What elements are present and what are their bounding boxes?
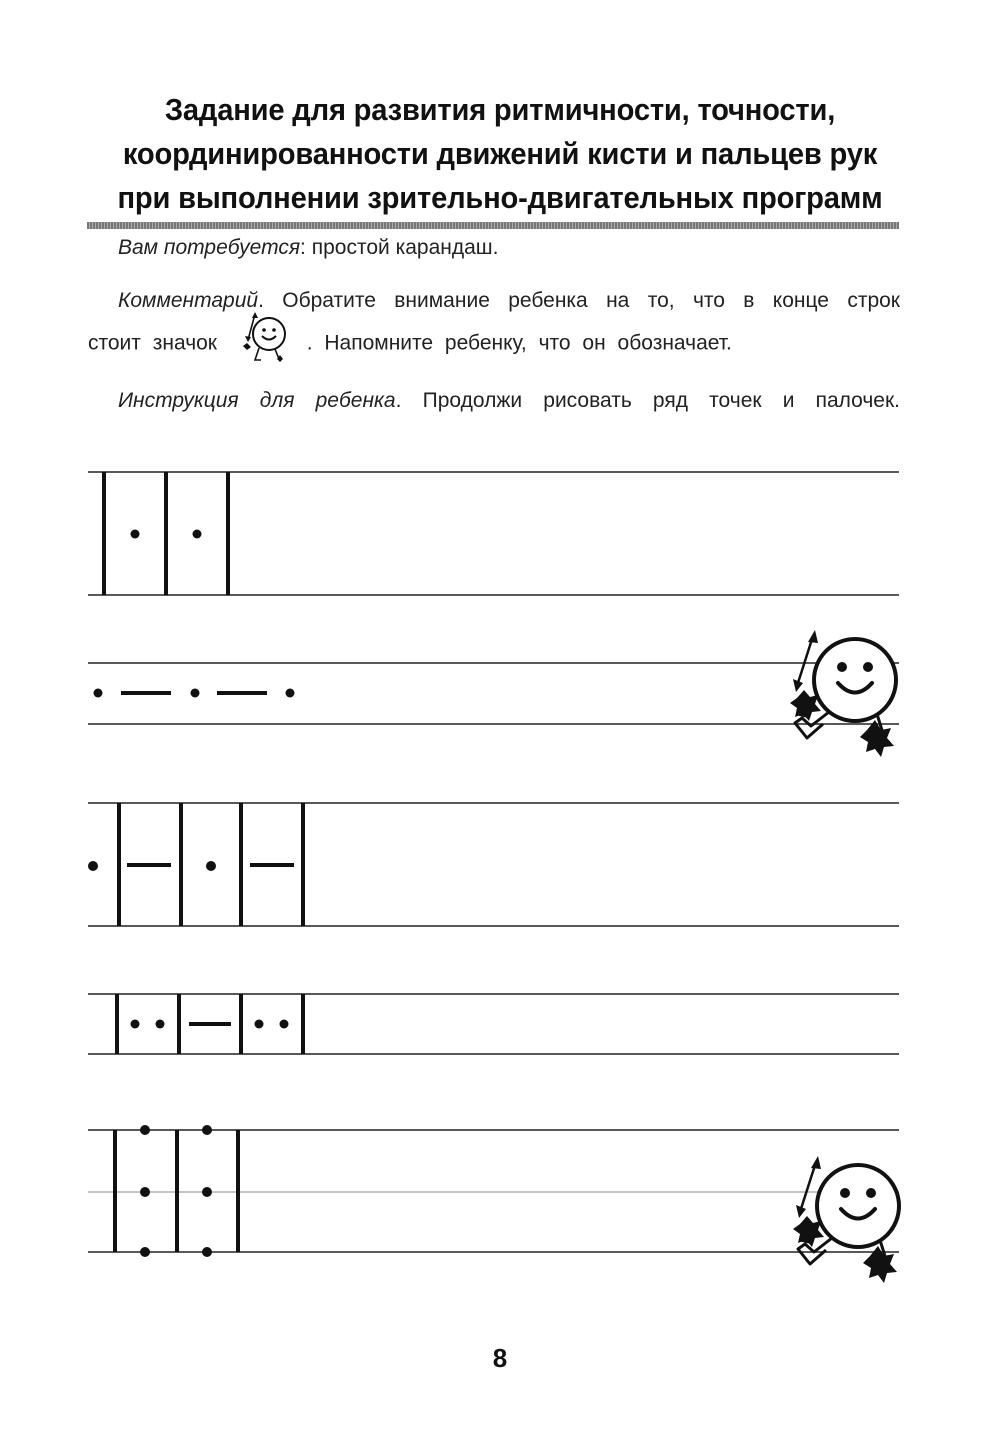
dot-mark: [202, 1125, 212, 1135]
dot-mark: [140, 1247, 150, 1257]
dot-mark: [156, 1020, 165, 1029]
exercise-row-4: [88, 994, 899, 1054]
dot-mark: [94, 689, 103, 698]
dot-mark: [255, 1020, 264, 1029]
title-line: координированности движений кисти и пальцев рук: [122, 136, 878, 171]
needs-text: : простой карандаш.: [300, 236, 499, 259]
dot-mark: [191, 689, 200, 698]
dot-mark: [193, 530, 202, 539]
dot-mark: [202, 1247, 212, 1257]
exercise-row-3: [88, 803, 899, 926]
exercise-row-5: [88, 1125, 899, 1283]
exercise-row-2: [88, 630, 899, 757]
dot-mark: [131, 1020, 140, 1029]
comment-label: Комментарий: [118, 289, 259, 312]
dot-mark: [88, 861, 98, 871]
instruction-label: Инструкция для ребенка: [118, 389, 396, 412]
page-number: 8: [492, 1343, 508, 1373]
exercise-row-1: [88, 472, 899, 595]
dot-mark: [206, 861, 216, 871]
comment-text-2b: . Напомните ребенку, что он обозначает.: [306, 331, 732, 355]
title-line: Задание для развития ритмичности, точности,: [164, 92, 836, 127]
dot-mark: [140, 1125, 150, 1135]
needs-label: Вам потребуется: [118, 236, 301, 259]
dot-mark: [131, 530, 140, 539]
dot-mark: [140, 1187, 150, 1197]
dot-mark: [202, 1187, 212, 1197]
comment-text-2a: стоит значок: [88, 331, 217, 355]
dot-mark: [286, 689, 295, 698]
comment-text-1: . Обратите внимание ребенка на то, что в конце строк: [258, 289, 900, 312]
instruction-text: . Продолжи рисовать ряд точек и палочек.: [395, 389, 900, 412]
dot-mark: [280, 1020, 289, 1029]
title-line: при выполнении зрительно-двигательных программ: [117, 180, 883, 215]
smiley-pencil-icon: [790, 630, 896, 757]
smiley-pencil-icon: [793, 1156, 899, 1283]
